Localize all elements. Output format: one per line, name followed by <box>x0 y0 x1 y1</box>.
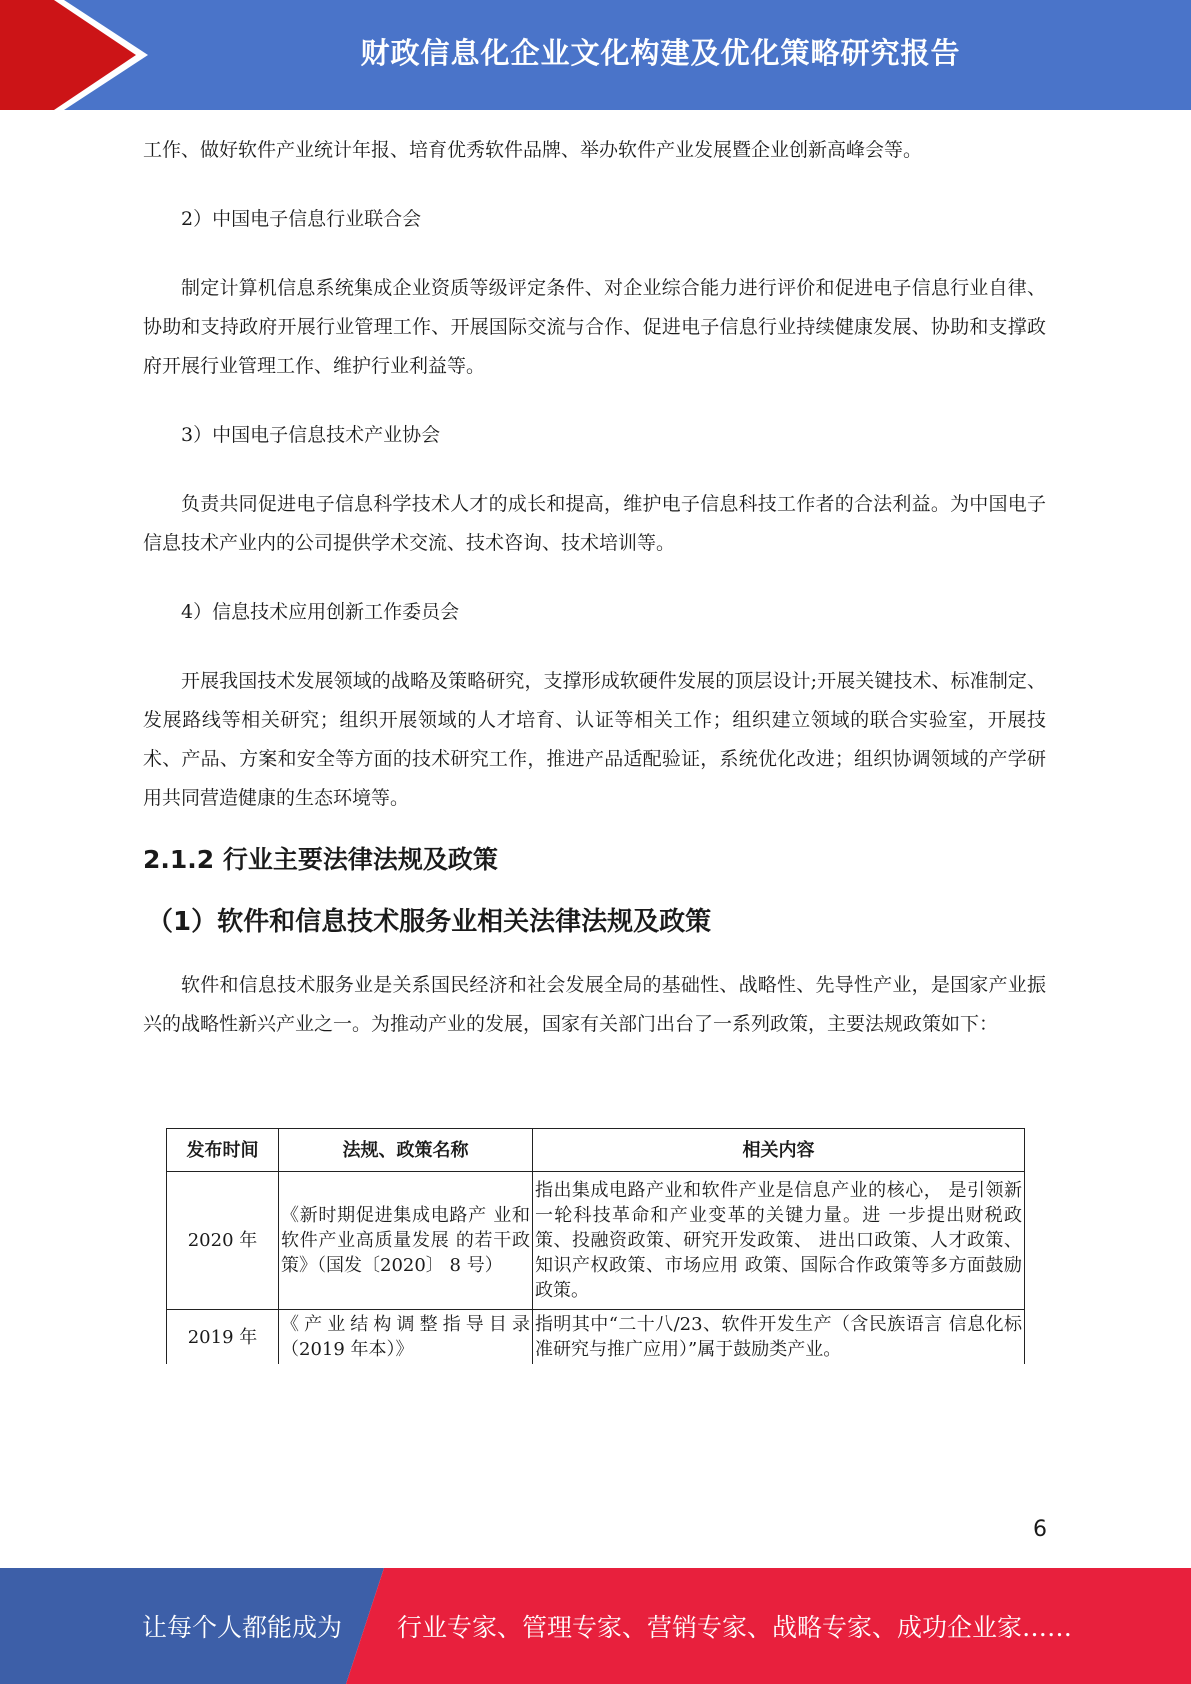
policy-table <box>166 1128 1025 1364</box>
item-text-2: 制定计算机信息系统集成企业资质等级评定条件、对企业综合能力进行评价和促进电子信息行业自律、协助和支持政府开展行业管理工作、开展国际交流与合作、促进电子信息行业持续健康发展、协助和支撑政府开展行业管理工作、维护行业利益等。 <box>143 277 1046 377</box>
table-header-row <box>167 1129 1025 1172</box>
item-heading-4: 4）信息技术应用创新工作委员会 <box>181 601 460 623</box>
paragraph-continued: 工作、做好软件产业统计年报、培育优秀软件品牌、举办软件产业发展暨企业创新高峰会等。 <box>143 139 923 161</box>
page-number: 6 <box>1033 1517 1047 1542</box>
table-cell-time: 2019 年 <box>167 1310 279 1365</box>
item-heading-3: 3）中国电子信息技术产业协会 <box>181 424 441 446</box>
page-footer <box>0 1568 1191 1684</box>
table-cell-time: 2020 年 <box>167 1172 279 1310</box>
section-heading: 2.1.2 行业主要法律法规及政策 <box>143 845 498 874</box>
footer-slogan-right: 行业专家、管理专家、营销专家、战略专家、成功企业家…… <box>397 1613 1073 1642</box>
subsection-heading: （1）软件和信息技术服务业相关法律法规及政策 <box>147 907 712 937</box>
item-text-4: 开展我国技术发展领域的战略及策略研究，支撑形成软硬件发展的顶层设计;开展关键技术、标准制定、发展路线等相关研究；组织开展领域的人才培育、认证等相关工作；组织建立领域的联合实验室，开展技术、产品、方案和安全等方面的技术研究工作，推进产品适配验证，系统优化改进；组织协调领域的产学研用共同营造健康的生态环境等。 <box>143 670 1046 809</box>
col-header-time: 发布时间 <box>167 1129 279 1172</box>
item-text-3: 负责共同促进电子信息科学技术人才的成长和提高，维护电子信息科技工作者的合法利益。为中国电子信息技术产业内的公司提供学术交流、技术咨询、技术培训等。 <box>143 493 1046 554</box>
col-header-name: 法规、政策名称 <box>279 1129 533 1172</box>
item-heading-2: 2）中国电子信息行业联合会 <box>181 208 422 230</box>
footer-slogan-left: 让每个人都能成为 <box>142 1613 343 1642</box>
page-header <box>0 0 1191 110</box>
intro-paragraph: 软件和信息技术服务业是关系国民经济和社会发展全局的基础性、战略性、先导性产业，是国家产业振兴的战略性新兴产业之一。为推动产业的发展，国家有关部门出台了一系列政策，主要法规政策如下： <box>143 974 1046 1035</box>
col-header-content: 相关内容 <box>533 1129 1025 1172</box>
header-arrow-icon <box>0 0 150 110</box>
table-cell-name: 《产业结构调整指导目录（2019 年本）》 <box>279 1310 533 1365</box>
page-content <box>143 131 1046 1044</box>
table-cell-content: 指出集成电路产业和软件产业是信息产业的核心， 是引领新一轮科技革命和产业变革的关键力量。进 一步提出财税政策、投融资政策、研究开发政策、 进出口政策、人才政策、知识产权政策、市场应用 政策、国际合作政策等多方面鼓励政策。 <box>533 1172 1025 1310</box>
report-title: 财政信息化企业文化构建及优化策略研究报告 <box>360 35 961 70</box>
table-cell-content: 指明其中“二十八/23、软件开发生产（含民族语言 信息化标准研究与推广应用）”属于鼓励类产业。 <box>533 1310 1025 1365</box>
table-cell-name: 《新时期促进集成电路产 业和软件产业高质量发展 的若干政策》（国发〔2020〕 8 号） <box>279 1172 533 1310</box>
table-row <box>167 1310 1025 1365</box>
table-row <box>167 1172 1025 1310</box>
